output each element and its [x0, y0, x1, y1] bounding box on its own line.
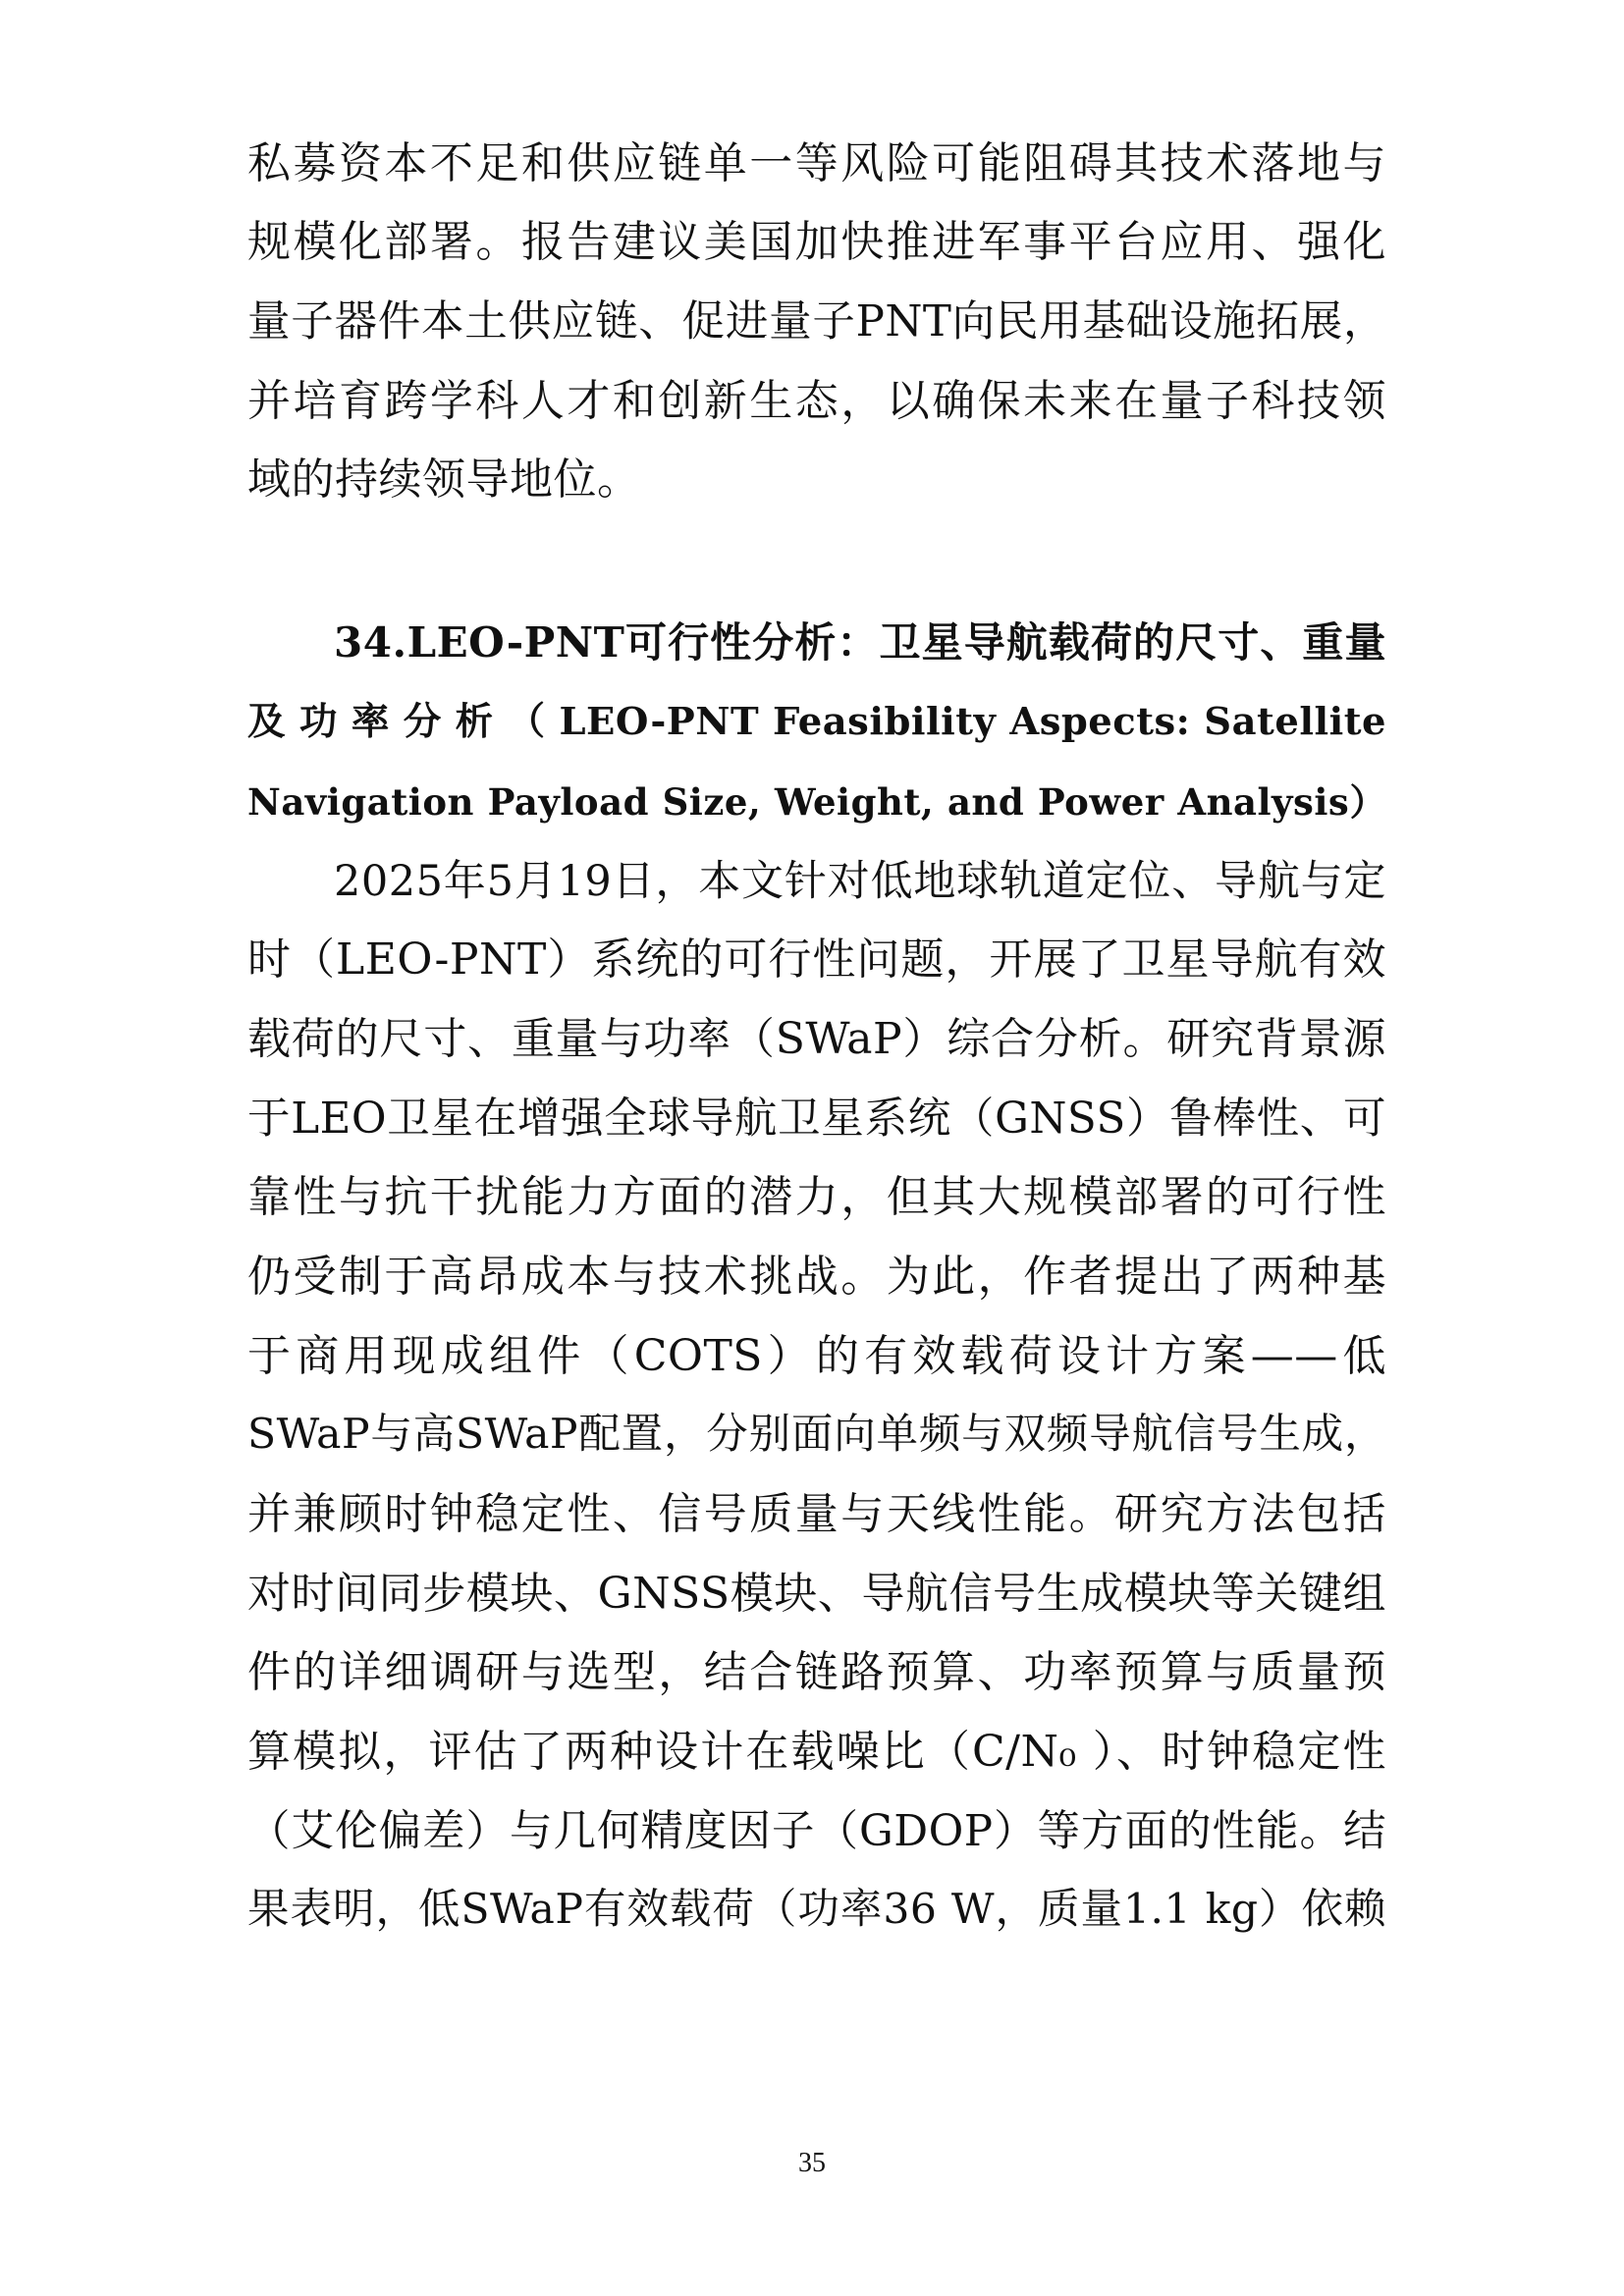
- text-line: 对时间同步模块、GNSS模块、导航信号生成模块等关键组: [247, 1569, 1386, 1619]
- text-line: 载荷的尺寸、重量与功率（SWaP）综合分析。研究背景源: [247, 1014, 1386, 1064]
- heading-line: Navigation Payload Size, Weight, and Power Analysis）: [247, 780, 1386, 824]
- text-line: 量子器件本土供应链、促进量子PNT向民用基础设施拓展，: [247, 297, 1386, 347]
- text-line: 算模拟，评估了两种设计在载噪比（C/N₀ ）、时钟稳定性: [247, 1727, 1386, 1777]
- text-line: 并培育跨学科人才和创新生态，以确保未来在量子科技领: [247, 376, 1386, 426]
- heading-line: 34.LEO-PNT可行性分析：卫星导航载荷的尺寸、重量: [334, 618, 1386, 667]
- text-line: 靠性与抗干扰能力方面的潜力，但其大规模部署的可行性: [247, 1172, 1386, 1222]
- text-line: 并兼顾时钟稳定性、信号质量与天线性能。研究方法包括: [247, 1489, 1386, 1539]
- text-line: 时（LEO-PNT）系统的可行性问题，开展了卫星导航有效: [247, 934, 1386, 985]
- text-line: 仍受制于高昂成本与技术挑战。为此，作者提出了两种基: [247, 1252, 1386, 1302]
- text-line: 域的持续领导地位。: [247, 454, 641, 505]
- text-line: 2025年5月19日，本文针对低地球轨道定位、导航与定: [334, 857, 1386, 906]
- text-line: 于商用现成组件（COTS）的有效载荷设计方案——低: [247, 1331, 1386, 1381]
- text-line: 于LEO卫星在增强全球导航卫星系统（GNSS）鲁棒性、可: [247, 1095, 1386, 1144]
- text-line: 件的详细调研与选型，结合链路预算、功率预算与质量预: [247, 1647, 1386, 1697]
- text-line: SWaP与高SWaP配置，分别面向单频与双频导航信号生成，: [247, 1411, 1386, 1459]
- page-number: 35: [798, 2148, 826, 2178]
- text-line: 规模化部署。报告建议美国加快推进军事平台应用、强化: [247, 217, 1386, 267]
- heading-line: 及 功 率 分 析 （ LEO-PNT Feasibility Aspects: Satellite: [247, 700, 1386, 744]
- text-line: 果表明，低SWaP有效载荷（功率36 W，质量1.1 kg）依赖: [247, 1886, 1386, 1934]
- text-line: （艾伦偏差）与几何精度因子（GDOP）等方面的性能。结: [247, 1807, 1386, 1856]
- text-line: 私募资本不足和供应链单一等风险可能阻碍其技术落地与: [247, 138, 1386, 188]
